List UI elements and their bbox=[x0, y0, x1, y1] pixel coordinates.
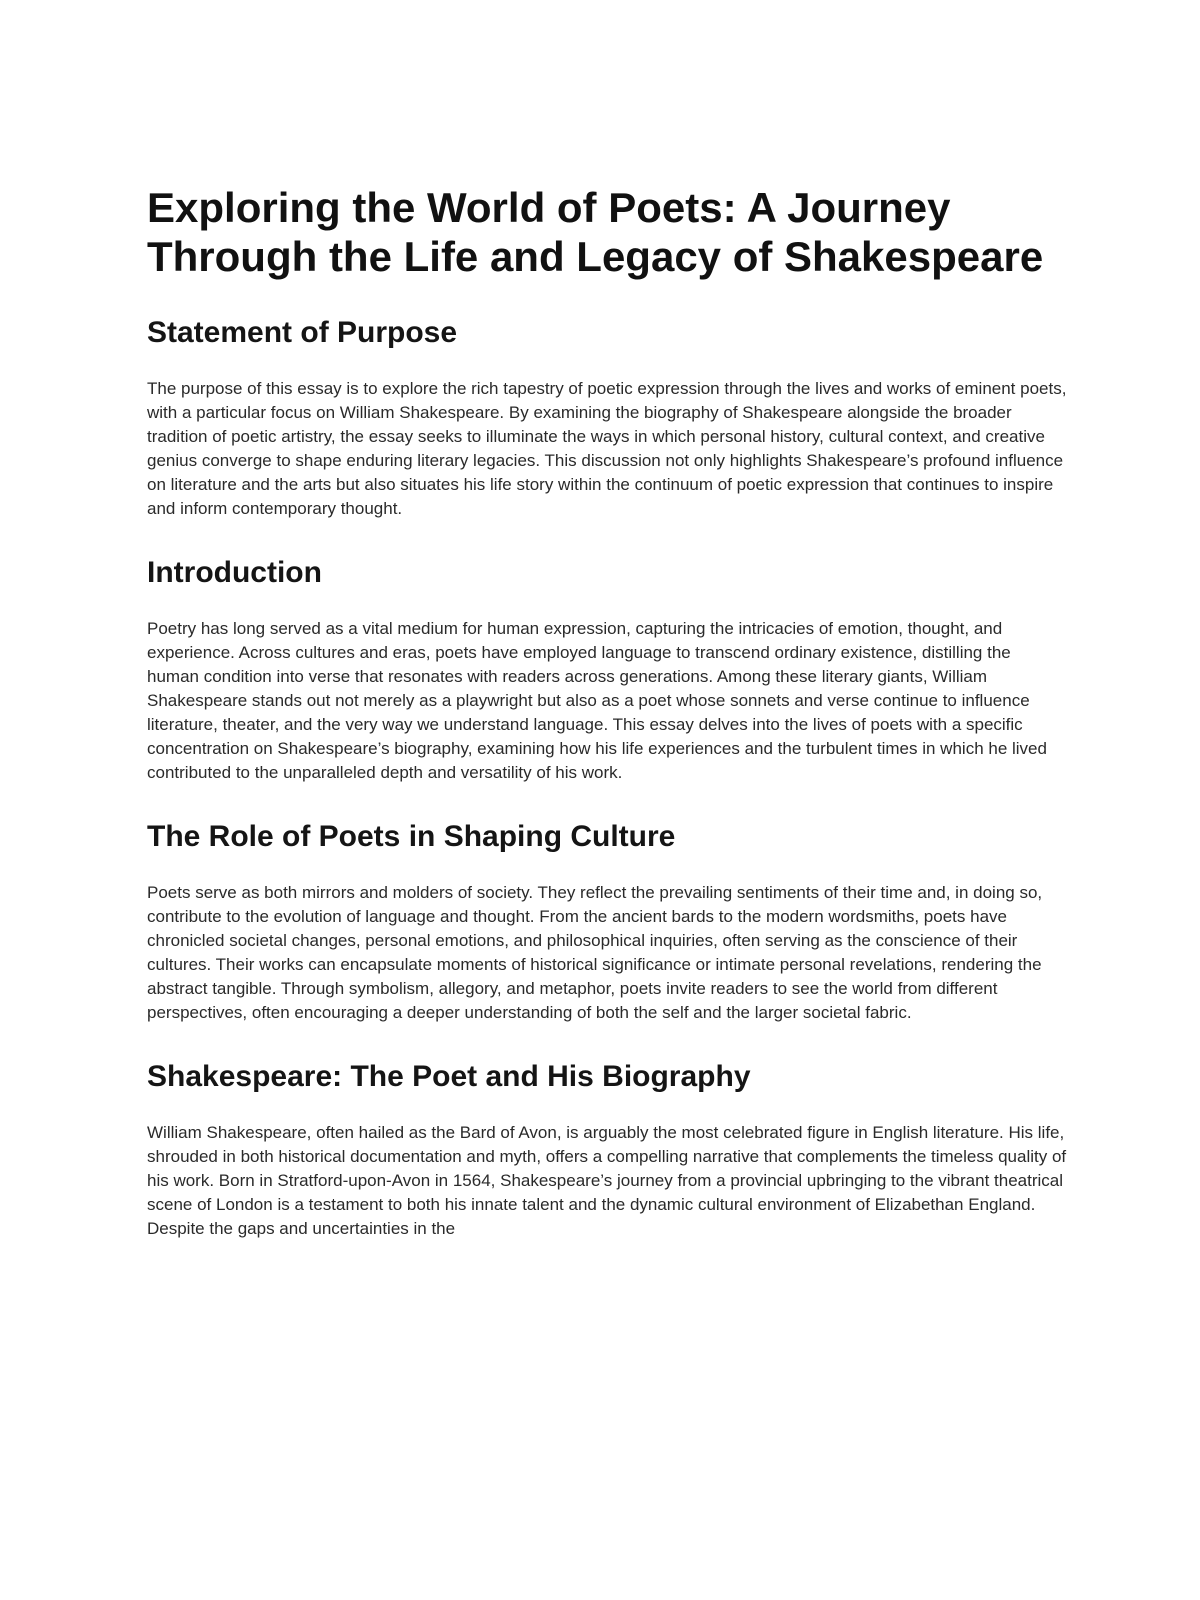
section-paragraph: William Shakespeare, often hailed as the Bard of Avon, is arguably the most celebrated figure in English literature. His life, shrouded in both historical documentation and myth, offers a compelling narrative that complements the timeless quality of his work. Born in Stratford-upon-Avon in 1564, Shakespeare’s journey from a provincial upbringing to the vibrant theatrical scene of London is a testament to both his innate talent and the dynamic cultural environment of Elizabethan England. Despite the gaps and uncertainties in the bbox=[147, 1123, 1067, 1238]
section-heading: Shakespeare: The Poet and His Biography bbox=[147, 1060, 751, 1093]
section-statement-of-purpose bbox=[147, 315, 1067, 521]
section-paragraph: Poets serve as both mirrors and molders of society. They reflect the prevailing sentiments of their time and, in doing so, contribute to the evolution of language and thought. From the ancient bards to the modern wordsmiths, poets have chronicled societal changes, personal emotions, and philosophical inquiries, often serving as the conscience of their cultures. Their works can encapsulate moments of historical significance or intimate personal revelations, rendering the abstract tangible. Through symbolism, allegory, and metaphor, poets invite readers to see the world from different perspectives, often encouraging a deeper understanding of both the self and the larger societal fabric. bbox=[147, 883, 1043, 1022]
section-role-of-poets bbox=[147, 819, 1067, 1025]
section-shakespeare-biography bbox=[147, 1059, 1067, 1241]
section-heading: The Role of Poets in Shaping Culture bbox=[147, 820, 676, 853]
document-title: Exploring the World of Poets: A Journey Through the Life and Legacy of Shakespeare bbox=[147, 184, 1044, 280]
section-paragraph: Poetry has long served as a vital medium for human expression, capturing the intricacies of emotion, thought, and experience. Across cultures and eras, poets have employed language to transcend ordinary existence, distilling the human condition into verse that resonates with readers across generations. Among these literary giants, William Shakespeare stands out not merely as a playwright but also as a poet whose sonnets and verse continue to influence literature, theater, and the very way we understand language. This essay delves into the lives of poets with a specific concentration on Shakespeare’s biography, examining how his life experiences and the turbulent times in which he lived contributed to the unparalleled depth and versatility of his work. bbox=[147, 619, 1047, 782]
document-page bbox=[147, 183, 1067, 1275]
section-heading: Introduction bbox=[147, 556, 322, 589]
section-introduction bbox=[147, 555, 1067, 785]
section-heading: Statement of Purpose bbox=[147, 316, 458, 349]
section-paragraph: The purpose of this essay is to explore the rich tapestry of poetic expression through the lives and works of eminent poets, with a particular focus on William Shakespeare. By examining the biography of Shakespeare alongside the broader tradition of poetic artistry, the essay seeks to illuminate the ways in which personal history, cultural context, and creative genius converge to shape enduring literary legacies. This discussion not only highlights Shakespeare’s profound influence on literature and the arts but also situates his life story within the continuum of poetic expression that continues to inspire and inform contemporary thought. bbox=[147, 379, 1067, 518]
